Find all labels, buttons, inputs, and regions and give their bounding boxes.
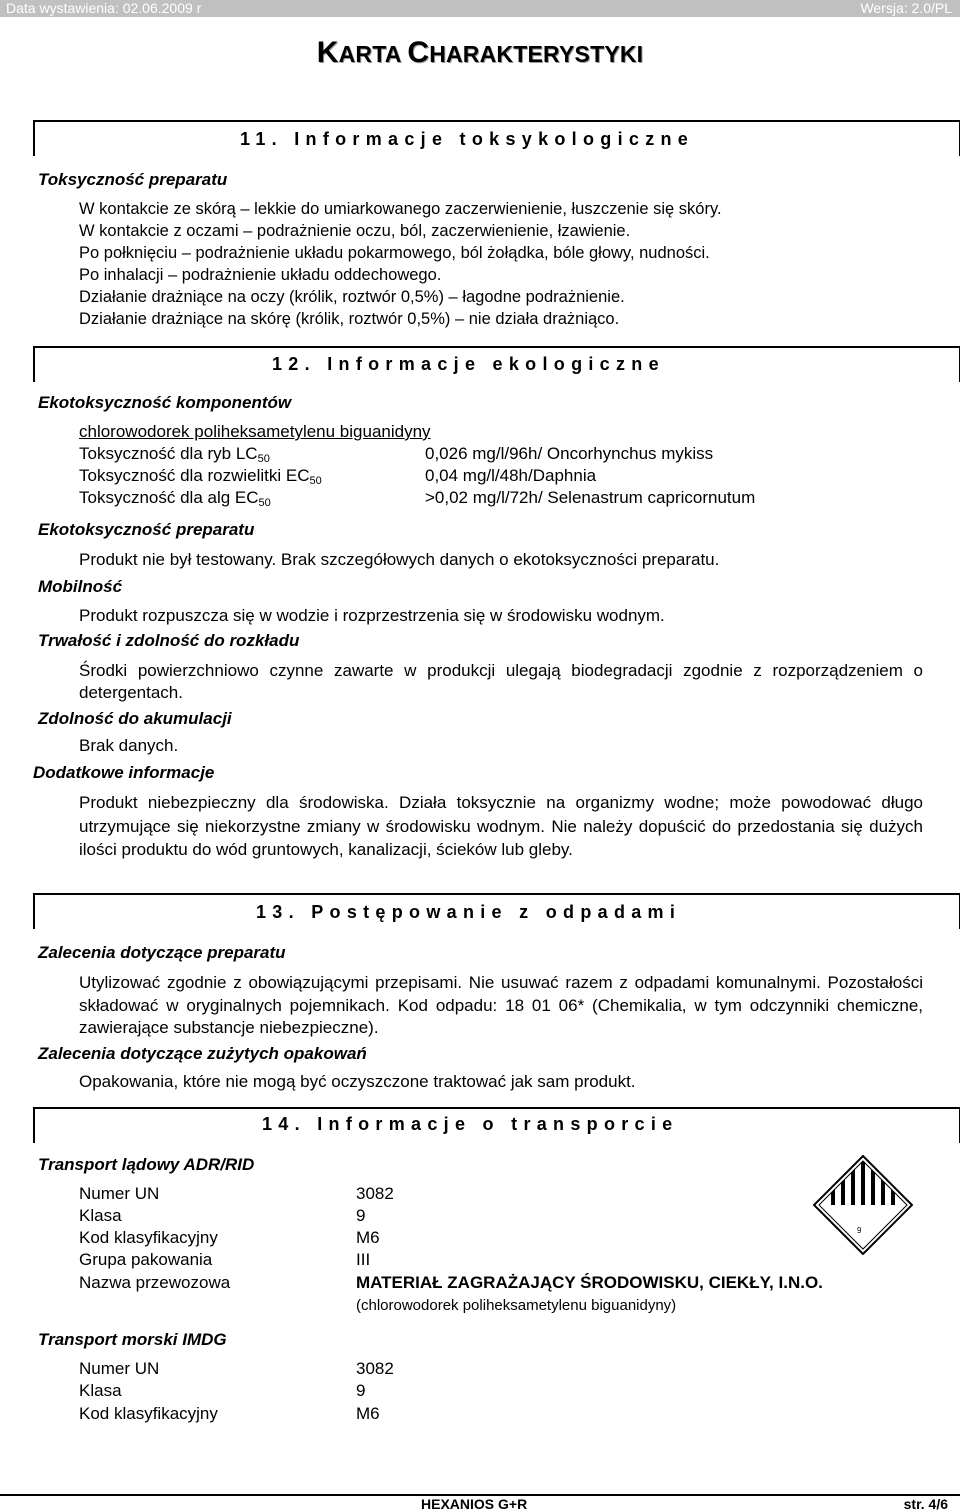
adr-row-value: III <box>356 1250 371 1269</box>
title-k: K <box>316 36 339 69</box>
subheading-toxicity: Toksyczność preparatu <box>38 170 228 189</box>
additional-text: Produkt niebezpieczny dla środowiska. Działa toksycznie na organizmy wodne; może powodować długo utrzymujące się niekorzystne zmiany w środowisku wodnym. Nie należy dopuścić do przedostania się dużych ilości produktu do wód gruntowych, kanalizacji, ścieków lub gleby. <box>79 793 923 859</box>
adr-row-label: Numer UN <box>79 1184 160 1203</box>
issue-date: Data wystawienia: 02.06.2009 r <box>6 0 202 16</box>
adr-row-value: 9 <box>356 1206 366 1225</box>
section-13-heading: 13. Postępowanie z odpadami <box>256 902 682 922</box>
subheading-accumulation: Zdolność do akumulacji <box>38 709 232 728</box>
adr-shipping-note: (chlorowodorek poliheksametylenu biguanidyny) <box>356 1297 677 1314</box>
subheading-waste-prep: Zalecenia dotyczące preparatu <box>38 943 286 962</box>
hazard-class-9-diamond-icon <box>813 1155 913 1255</box>
tox-line-6: Działanie drażniące na skórę (królik, roztwór 0,5%) – nie działa drażniąco. <box>79 310 620 328</box>
imdg-row-label: Kod klasyfikacyjny <box>79 1404 218 1423</box>
accumulation-text: Brak danych. <box>79 736 179 755</box>
title-harakterystyki: HARAKTERYSTYKI <box>429 41 644 67</box>
tox-line-1: W kontakcie ze skórą – lekkie do umiarkowanego zaczerwienienie, łuszczenie się skóry. <box>79 200 722 218</box>
section-14-heading: 14. Informacje o transporcie <box>262 1114 679 1134</box>
adr-row-label: Kod klasyfikacyjny <box>79 1228 218 1247</box>
subheading-eco-components: Ekotoksyczność komponentów <box>38 393 292 412</box>
mobility-text: Produkt rozpuszcza się w wodzie i rozprzestrzenia się w środowisku wodnym. <box>79 606 665 625</box>
subheading-persistence: Trwałość i zdolność do rozkładu <box>38 631 300 650</box>
version: Wersja: 2.0/PL <box>860 0 952 16</box>
eco-prep-text: Produkt nie był testowany. Brak szczegółowych danych o ekotoksyczności preparatu. <box>79 550 720 569</box>
section-12-heading: 12. Informacje ekologiczne <box>272 354 665 374</box>
tox-algae-label: Toksyczność dla alg $EC_{50}$ <box>79 488 271 509</box>
footer-company: HEXANIOS G+R <box>421 1496 528 1512</box>
imdg-row-value: 9 <box>356 1381 366 1400</box>
adr-row-value: MATERIAŁ ZAGRAŻAJĄCY ŚRODOWISKU, CIEKŁY, I.N.O. <box>356 1273 823 1292</box>
adr-row-value: M6 <box>356 1228 380 1247</box>
subheading-adr: Transport lądowy ADR/RID <box>38 1155 255 1174</box>
subheading-imdg: Transport morski IMDG <box>38 1330 227 1349</box>
tox-line-3: Po połknięciu – podrażnienie układu pokarmowego, ból żołądka, bóle głowy, nudności. <box>79 244 710 262</box>
subheading-eco-prep: Ekotoksyczność preparatu <box>38 520 255 539</box>
subheading-packaging: Zalecenia dotyczące zużytych opakowań <box>38 1044 367 1063</box>
adr-row-value: 3082 <box>356 1184 394 1203</box>
waste-prep-text: Utylizować zgodnie z obowiązującymi przepisami. Nie usuwać razem z odpadami komunalnymi. Pozostałości składować w oryginalnych pojemnikach. Kod odpadu: 18 01 06* (Chemikalia, w tym odczynniki chemiczne, zawierające substancje niebezpieczne). <box>79 973 923 1037</box>
tox-daphnia-label: Toksyczność dla rozwielitki $EC_{50}$ <box>79 466 322 487</box>
document-title <box>0 36 960 70</box>
subheading-mobility: Mobilność <box>38 577 123 596</box>
tox-line-5: Działanie drażniące na oczy (królik, roztwór 0,5%) – łagodne podrażnienie. <box>79 288 625 306</box>
adr-row-label: Grupa pakowania <box>79 1250 213 1269</box>
substance-name: chlorowodorek poliheksametylenu biguanidyny <box>79 422 431 441</box>
title-arta: ARTA <box>338 41 408 67</box>
subheading-additional: Dodatkowe informacje <box>33 763 215 782</box>
title-c: C <box>407 36 430 69</box>
tox-algae-value: >0,02 mg/l/72h/ Selenastrum capricornutum <box>425 488 756 507</box>
tox-line-4: Po inhalacji – podrażnienie układu oddechowego. <box>79 266 442 284</box>
imdg-row-value: M6 <box>356 1404 380 1423</box>
adr-row-label: Klasa <box>79 1206 122 1225</box>
hazard-class-number: 9 <box>857 1226 862 1235</box>
adr-row-label: Nazwa przewozowa <box>79 1273 231 1292</box>
tox-fish-label: Toksyczność dla ryb $LC_{50}$ <box>79 444 270 465</box>
tox-daphnia-value: 0,04 mg/l/48h/Daphnia <box>425 466 597 485</box>
section-11-heading: 11. Informacje toksykologiczne <box>240 129 695 149</box>
footer-page-number: str. 4/6 <box>903 1496 948 1512</box>
tox-fish-value: 0,026 mg/l/96h/ Oncorhynchus mykiss <box>425 444 714 463</box>
persistence-text: Środki powierzchniowo czynne zawarte w produkcji ulegają biodegradacji zgodnie z rozporządzeniem o detergentach. <box>79 661 923 702</box>
packaging-text: Opakowania, które nie mogą być oczyszczone traktować jak sam produkt. <box>79 1072 636 1091</box>
imdg-row-value: 3082 <box>356 1359 394 1378</box>
imdg-row-label: Numer UN <box>79 1359 160 1378</box>
imdg-row-label: Klasa <box>79 1381 122 1400</box>
tox-line-2: W kontakcie z oczami – podrażnienie oczu, ból, zaczerwienienie, łzawienie. <box>79 222 631 240</box>
